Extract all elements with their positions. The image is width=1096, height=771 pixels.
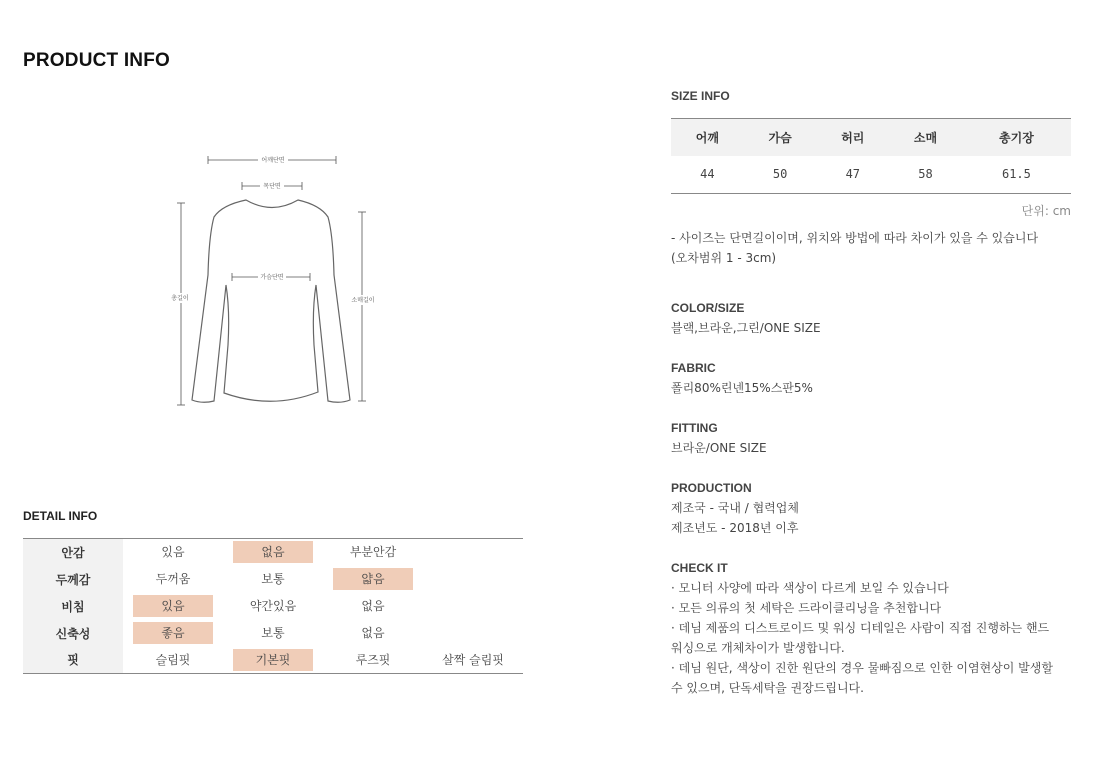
detail-option-cell bbox=[423, 566, 523, 593]
production-line-2: 제조년도 - 2018년 이후 bbox=[671, 521, 799, 535]
detail-option: 보통 bbox=[261, 626, 285, 640]
detail-option-cell bbox=[423, 647, 523, 674]
detail-option: 살짝 슬림핏 bbox=[442, 652, 504, 667]
detail-row bbox=[23, 593, 523, 620]
fabric-title: FABRIC bbox=[671, 361, 716, 375]
check-it-line: 수 있으며, 단독세탁을 권장드립니다. bbox=[671, 681, 864, 695]
detail-row-label: 비침 bbox=[23, 593, 123, 620]
neck-label: 목단면 bbox=[263, 183, 281, 190]
detail-option-cell bbox=[323, 620, 423, 647]
size-value-cell: 50 bbox=[772, 167, 788, 182]
check-it-line: 워싱으로 개체차이가 발생합니다. bbox=[671, 641, 845, 655]
shoulder-label: 어깨단면 bbox=[261, 157, 285, 164]
detail-option: 두꺼움 bbox=[155, 572, 191, 586]
garment-diagram bbox=[160, 145, 400, 415]
detail-option-cell bbox=[423, 593, 523, 620]
color-size-value: 블랙,브라운,그린/ONE SIZE bbox=[671, 321, 821, 335]
detail-option-cell bbox=[223, 593, 323, 620]
detail-option: 없음 bbox=[361, 626, 385, 640]
length-label: 총길이 bbox=[171, 295, 189, 302]
detail-option: 있음 bbox=[161, 545, 185, 560]
detail-row bbox=[23, 620, 523, 647]
detail-row-label: 신축성 bbox=[23, 620, 123, 647]
detail-option-cell bbox=[123, 647, 223, 674]
detail-option: 보통 bbox=[261, 572, 285, 586]
detail-option-cell bbox=[123, 566, 223, 593]
detail-option: 약간있음 bbox=[249, 599, 297, 613]
check-it-line: · 데님 원단, 색상이 진한 원단의 경우 물빠짐으로 인한 이염현상이 발생할 bbox=[671, 661, 1053, 675]
check-it-line: · 모니터 사양에 따라 색상이 다르게 보일 수 있습니다 bbox=[671, 581, 949, 595]
size-unit: 단위: cm bbox=[1021, 204, 1071, 218]
check-it-line: · 모든 의류의 첫 세탁은 드라이클리닝을 추천합니다 bbox=[671, 601, 942, 615]
size-note-1: - 사이즈는 단면길이이며, 위치와 방법에 따라 차이가 있을 수 있습니다 bbox=[671, 231, 1039, 245]
detail-option-selected: 얇음 bbox=[333, 568, 413, 590]
detail-row-label: 두께감 bbox=[23, 566, 123, 593]
size-table bbox=[671, 118, 1071, 194]
detail-option-cell bbox=[223, 620, 323, 647]
size-column-header: 허리 bbox=[816, 119, 889, 156]
detail-option-selected: 기본핏 bbox=[233, 649, 313, 671]
detail-option-cell bbox=[423, 620, 523, 647]
check-it-line: · 데님 제품의 디스트로이드 및 워싱 디테일은 사람이 직접 진행하는 핸드 bbox=[671, 621, 1050, 635]
detail-option-cell bbox=[323, 539, 423, 566]
check-it-title: CHECK IT bbox=[671, 561, 728, 575]
chest-label: 가슴단면 bbox=[260, 274, 284, 281]
detail-option: 루즈핏 bbox=[355, 652, 391, 667]
size-column-header: 어깨 bbox=[671, 119, 744, 156]
size-value-cell: 61.5 bbox=[1001, 167, 1031, 182]
page-title: PRODUCT INFO bbox=[23, 50, 171, 71]
detail-option-selected: 없음 bbox=[233, 541, 313, 563]
size-note-2: (오차범위 1 - 3cm) bbox=[671, 251, 777, 265]
garment-outline-image bbox=[160, 145, 400, 415]
sleeve-label: 소매길이 bbox=[351, 297, 375, 304]
detail-row-label: 핏 bbox=[23, 647, 123, 674]
detail-info-table bbox=[23, 538, 523, 674]
size-value-cell: 44 bbox=[700, 167, 715, 182]
color-size-title: COLOR/SIZE bbox=[671, 301, 745, 315]
detail-option-cell bbox=[123, 593, 223, 620]
detail-row bbox=[23, 647, 523, 674]
fitting-value: 브라운/ONE SIZE bbox=[671, 441, 767, 455]
detail-option-selected: 좋음 bbox=[133, 622, 213, 644]
size-column-header: 가슴 bbox=[744, 119, 817, 156]
detail-option-cell bbox=[223, 539, 323, 566]
detail-option: 슬림핏 bbox=[155, 652, 191, 667]
detail-option-cell bbox=[123, 539, 223, 566]
detail-option: 부분안감 bbox=[349, 545, 397, 560]
detail-option-cell bbox=[323, 593, 423, 620]
detail-option-cell bbox=[423, 539, 523, 566]
size-value-cell: 58 bbox=[918, 167, 933, 182]
detail-option-cell bbox=[123, 620, 223, 647]
detail-option-cell bbox=[323, 647, 423, 674]
detail-row-label: 안감 bbox=[23, 539, 123, 566]
detail-option-cell bbox=[223, 566, 323, 593]
detail-row bbox=[23, 566, 523, 593]
detail-option-cell bbox=[323, 566, 423, 593]
production-line-1: 제조국 - 국내 / 협력업체 bbox=[671, 501, 799, 515]
fabric-value: 폴리80%린넨15%스판5% bbox=[671, 381, 813, 395]
size-value-cell: 47 bbox=[845, 167, 861, 182]
size-column-header: 소매 bbox=[889, 119, 962, 156]
fitting-title: FITTING bbox=[671, 421, 718, 435]
production-title: PRODUCTION bbox=[671, 481, 752, 495]
detail-row bbox=[23, 539, 523, 566]
detail-info-title: DETAIL INFO bbox=[23, 509, 98, 523]
detail-option-cell bbox=[223, 647, 323, 674]
detail-option-selected: 있음 bbox=[133, 595, 213, 617]
size-column-header: 총기장 bbox=[962, 119, 1071, 156]
detail-option: 없음 bbox=[361, 599, 385, 613]
size-info-title: SIZE INFO bbox=[671, 89, 730, 103]
